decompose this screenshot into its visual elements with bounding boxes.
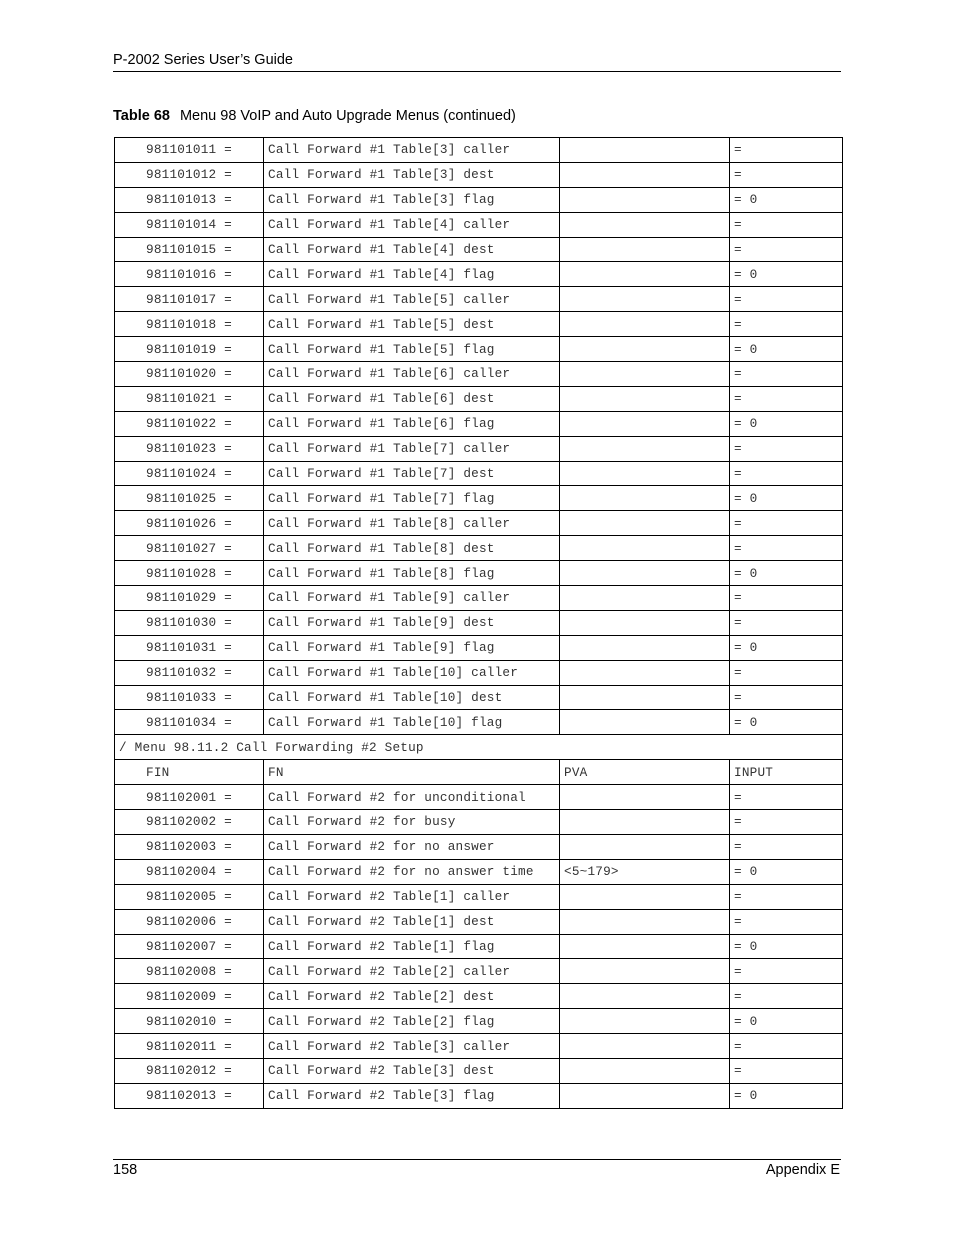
- table-row: [115, 212, 843, 237]
- pva-cell: [560, 536, 730, 561]
- input-cell: = 0: [730, 1009, 843, 1034]
- fn-cell: Call Forward #1 Table[5] dest: [264, 312, 560, 337]
- input-cell: = 0: [730, 486, 843, 511]
- table-row: [115, 884, 843, 909]
- fn-cell: Call Forward #1 Table[6] caller: [264, 362, 560, 387]
- pva-cell: [560, 610, 730, 635]
- fin-cell: 981101031 =: [115, 635, 264, 660]
- pva-cell: [560, 810, 730, 835]
- fin-cell: 981101019 =: [115, 337, 264, 362]
- table-row: [115, 934, 843, 959]
- input-cell: =: [730, 660, 843, 685]
- table-row: [115, 436, 843, 461]
- table-row: [115, 610, 843, 635]
- table-row: [115, 685, 843, 710]
- fin-cell: 981101033 =: [115, 685, 264, 710]
- fn-cell: Call Forward #1 Table[6] dest: [264, 386, 560, 411]
- input-cell: =: [730, 287, 843, 312]
- table-row: [115, 834, 843, 859]
- table-row: [115, 411, 843, 436]
- input-cell: = 0: [730, 635, 843, 660]
- pva-cell: [560, 287, 730, 312]
- fn-cell: Call Forward #1 Table[9] flag: [264, 635, 560, 660]
- table-row: [115, 959, 843, 984]
- input-cell: =: [730, 586, 843, 611]
- fn-cell: Call Forward #1 Table[8] dest: [264, 536, 560, 561]
- fin-cell: 981102006 =: [115, 909, 264, 934]
- fin-cell: 981101022 =: [115, 411, 264, 436]
- fn-cell: Call Forward #2 Table[2] flag: [264, 1009, 560, 1034]
- input-cell: =: [730, 785, 843, 810]
- pva-cell: [560, 884, 730, 909]
- fin-cell: 981101030 =: [115, 610, 264, 635]
- input-cell: =: [730, 884, 843, 909]
- table-caption-text: Menu 98 VoIP and Auto Upgrade Menus (continued): [179, 108, 516, 124]
- pva-cell: [560, 411, 730, 436]
- fin-cell: 981101015 =: [115, 237, 264, 262]
- input-cell: =: [730, 511, 843, 536]
- fin-cell: 981101021 =: [115, 386, 264, 411]
- table-caption: [113, 108, 516, 124]
- fn-cell: Call Forward #1 Table[5] caller: [264, 287, 560, 312]
- fin-cell: 981102004 =: [115, 859, 264, 884]
- fin-cell: 981102005 =: [115, 884, 264, 909]
- input-cell: =: [730, 212, 843, 237]
- fn-cell: Call Forward #2 for no answer time: [264, 859, 560, 884]
- fin-cell: 981102008 =: [115, 959, 264, 984]
- pva-cell: [560, 710, 730, 735]
- table-row: [115, 486, 843, 511]
- fin-cell: 981101011 =: [115, 138, 264, 163]
- input-cell: =: [730, 810, 843, 835]
- pva-cell: [560, 586, 730, 611]
- fin-cell: 981101014 =: [115, 212, 264, 237]
- pva-cell: [560, 312, 730, 337]
- table-row: [115, 561, 843, 586]
- table-header-row: [115, 760, 843, 785]
- pva-cell: [560, 909, 730, 934]
- page-number: 158: [113, 1162, 138, 1178]
- page-header-title: P-2002 Series User’s Guide: [113, 52, 293, 68]
- table-row: [115, 187, 843, 212]
- pva-cell: [560, 834, 730, 859]
- fn-cell: Call Forward #1 Table[5] flag: [264, 337, 560, 362]
- fn-cell: Call Forward #1 Table[8] caller: [264, 511, 560, 536]
- fn-cell: Call Forward #2 Table[1] caller: [264, 884, 560, 909]
- pva-cell: [560, 461, 730, 486]
- input-cell: =: [730, 959, 843, 984]
- pva-cell: [560, 1083, 730, 1108]
- input-cell: = 0: [730, 561, 843, 586]
- fin-cell: 981101013 =: [115, 187, 264, 212]
- pva-cell: [560, 934, 730, 959]
- fin-cell: 981101027 =: [115, 536, 264, 561]
- pva-cell: [560, 362, 730, 387]
- table-row: [115, 386, 843, 411]
- fn-cell: Call Forward #1 Table[3] dest: [264, 162, 560, 187]
- fn-cell: Call Forward #1 Table[8] flag: [264, 561, 560, 586]
- table-row: [115, 984, 843, 1009]
- footer-section-name: Appendix E: [765, 1162, 840, 1178]
- table-row: [115, 909, 843, 934]
- header-divider: [113, 71, 841, 72]
- fin-cell: 981101012 =: [115, 162, 264, 187]
- pva-cell: [560, 660, 730, 685]
- input-cell: = 0: [730, 411, 843, 436]
- fin-cell: 981102012 =: [115, 1058, 264, 1083]
- fn-cell: Call Forward #1 Table[7] flag: [264, 486, 560, 511]
- fin-cell: 981102011 =: [115, 1034, 264, 1059]
- table-row: [115, 635, 843, 660]
- pva-cell: [560, 187, 730, 212]
- pva-cell: [560, 1034, 730, 1059]
- table-row: [115, 859, 843, 884]
- menu-table: [114, 137, 843, 1109]
- fn-cell: Call Forward #2 Table[3] caller: [264, 1034, 560, 1059]
- fin-cell: 981101020 =: [115, 362, 264, 387]
- input-cell: = 0: [730, 1083, 843, 1108]
- table-row: [115, 536, 843, 561]
- table-row: [115, 1058, 843, 1083]
- input-cell: = 0: [730, 262, 843, 287]
- fn-cell: Call Forward #2 Table[2] dest: [264, 984, 560, 1009]
- fin-cell: 981101016 =: [115, 262, 264, 287]
- fin-cell: 981102002 =: [115, 810, 264, 835]
- table-row: [115, 237, 843, 262]
- pva-cell: [560, 1058, 730, 1083]
- menu-table-body: [115, 138, 843, 1109]
- pva-cell: [560, 959, 730, 984]
- fn-cell: Call Forward #1 Table[4] dest: [264, 237, 560, 262]
- input-cell: =: [730, 1058, 843, 1083]
- input-cell: =: [730, 362, 843, 387]
- input-cell: =: [730, 138, 843, 163]
- fin-cell: 981102003 =: [115, 834, 264, 859]
- table-row: [115, 461, 843, 486]
- fn-cell: Call Forward #1 Table[3] caller: [264, 138, 560, 163]
- input-cell: = 0: [730, 710, 843, 735]
- table-row: [115, 138, 843, 163]
- fin-cell: 981101028 =: [115, 561, 264, 586]
- table-row: [115, 785, 843, 810]
- fn-cell: Call Forward #1 Table[10] caller: [264, 660, 560, 685]
- fin-cell: 981101029 =: [115, 586, 264, 611]
- table-section-row: [115, 735, 843, 760]
- pva-cell: [560, 785, 730, 810]
- pva-cell: [560, 561, 730, 586]
- fn-cell: FN: [264, 760, 560, 785]
- input-cell: =: [730, 834, 843, 859]
- table-row: [115, 1083, 843, 1108]
- fn-cell: Call Forward #2 for busy: [264, 810, 560, 835]
- fn-cell: Call Forward #1 Table[9] dest: [264, 610, 560, 635]
- footer-divider: [113, 1159, 841, 1160]
- fn-cell: Call Forward #2 Table[3] dest: [264, 1058, 560, 1083]
- table-caption-label: Table 68: [113, 108, 170, 124]
- fin-cell: 981102007 =: [115, 934, 264, 959]
- table-row: [115, 337, 843, 362]
- input-cell: =: [730, 610, 843, 635]
- table-row: [115, 1009, 843, 1034]
- table-row: [115, 362, 843, 387]
- input-cell: = 0: [730, 187, 843, 212]
- input-cell: =: [730, 1034, 843, 1059]
- input-cell: =: [730, 436, 843, 461]
- input-cell: =: [730, 386, 843, 411]
- section-title: / Menu 98.11.2 Call Forwarding #2 Setup: [115, 735, 843, 760]
- input-cell: =: [730, 685, 843, 710]
- fin-cell: 981101032 =: [115, 660, 264, 685]
- fn-cell: Call Forward #1 Table[10] flag: [264, 710, 560, 735]
- input-cell: = 0: [730, 337, 843, 362]
- fn-cell: Call Forward #1 Table[6] flag: [264, 411, 560, 436]
- table-row: [115, 586, 843, 611]
- table-row: [115, 262, 843, 287]
- pva-cell: [560, 162, 730, 187]
- pva-cell: [560, 386, 730, 411]
- input-cell: = 0: [730, 934, 843, 959]
- fin-cell: 981102010 =: [115, 1009, 264, 1034]
- fin-cell: 981101018 =: [115, 312, 264, 337]
- fin-cell: 981101034 =: [115, 710, 264, 735]
- table-row: [115, 287, 843, 312]
- table-row: [115, 312, 843, 337]
- input-cell: = 0: [730, 859, 843, 884]
- fin-cell: FIN: [115, 760, 264, 785]
- pva-cell: [560, 635, 730, 660]
- fin-cell: 981101023 =: [115, 436, 264, 461]
- fn-cell: Call Forward #1 Table[10] dest: [264, 685, 560, 710]
- fn-cell: Call Forward #2 Table[3] flag: [264, 1083, 560, 1108]
- fn-cell: Call Forward #1 Table[7] dest: [264, 461, 560, 486]
- table-row: [115, 511, 843, 536]
- table-row: [115, 660, 843, 685]
- fn-cell: Call Forward #2 Table[1] flag: [264, 934, 560, 959]
- pva-cell: [560, 984, 730, 1009]
- pva-cell: [560, 486, 730, 511]
- pva-cell: PVA: [560, 760, 730, 785]
- fn-cell: Call Forward #1 Table[9] caller: [264, 586, 560, 611]
- pva-cell: [560, 685, 730, 710]
- fn-cell: Call Forward #2 for unconditional: [264, 785, 560, 810]
- input-cell: =: [730, 162, 843, 187]
- input-cell: =: [730, 984, 843, 1009]
- pva-cell: [560, 237, 730, 262]
- input-cell: =: [730, 312, 843, 337]
- fin-cell: 981101017 =: [115, 287, 264, 312]
- fin-cell: 981101026 =: [115, 511, 264, 536]
- input-cell: INPUT: [730, 760, 843, 785]
- fin-cell: 981102001 =: [115, 785, 264, 810]
- fin-cell: 981102013 =: [115, 1083, 264, 1108]
- pva-cell: [560, 511, 730, 536]
- pva-cell: [560, 262, 730, 287]
- input-cell: =: [730, 536, 843, 561]
- fn-cell: Call Forward #1 Table[4] caller: [264, 212, 560, 237]
- fin-cell: 981101025 =: [115, 486, 264, 511]
- pva-cell: [560, 436, 730, 461]
- pva-cell: <5~179>: [560, 859, 730, 884]
- pva-cell: [560, 138, 730, 163]
- fn-cell: Call Forward #1 Table[3] flag: [264, 187, 560, 212]
- table-row: [115, 1034, 843, 1059]
- input-cell: =: [730, 237, 843, 262]
- fin-cell: 981101024 =: [115, 461, 264, 486]
- table-row: [115, 710, 843, 735]
- fn-cell: Call Forward #2 Table[1] dest: [264, 909, 560, 934]
- fn-cell: Call Forward #2 for no answer: [264, 834, 560, 859]
- input-cell: =: [730, 461, 843, 486]
- fn-cell: Call Forward #2 Table[2] caller: [264, 959, 560, 984]
- fn-cell: Call Forward #1 Table[7] caller: [264, 436, 560, 461]
- pva-cell: [560, 1009, 730, 1034]
- table-row: [115, 810, 843, 835]
- pva-cell: [560, 337, 730, 362]
- fin-cell: 981102009 =: [115, 984, 264, 1009]
- table-row: [115, 162, 843, 187]
- pva-cell: [560, 212, 730, 237]
- fn-cell: Call Forward #1 Table[4] flag: [264, 262, 560, 287]
- input-cell: =: [730, 909, 843, 934]
